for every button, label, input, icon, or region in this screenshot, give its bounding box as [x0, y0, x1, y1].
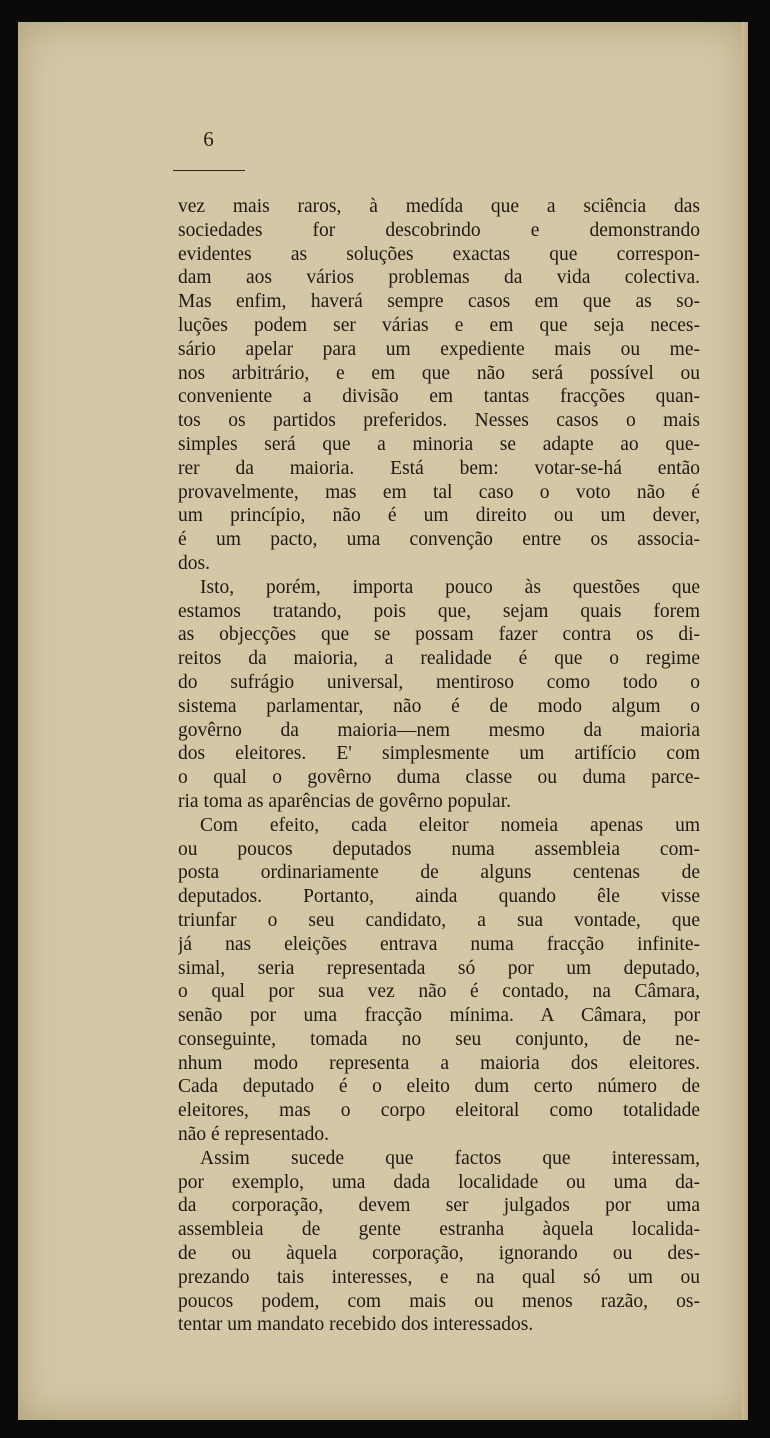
- text-line: não é representado.: [178, 1124, 330, 1146]
- text-line: dos.: [178, 552, 210, 574]
- text-line: conveniente a divisão em tantas fracções quan-: [178, 386, 700, 408]
- text-line: provavelmente, mas em tal caso o voto não é: [178, 481, 700, 503]
- text-line: é um pacto, uma convenção entre os associa-: [178, 529, 700, 551]
- text-line: um princípio, não é um direito ou um dever,: [178, 505, 700, 527]
- text-line: Com efeito, cada eleitor nomeia apenas um: [200, 814, 700, 836]
- text-line: o qual por sua vez não é contado, na Câmara,: [178, 981, 700, 1003]
- text-line: triunfar o seu candidato, a sua vontade, que: [178, 909, 700, 931]
- text-line: tentar um mandato recebido dos interessados.: [178, 1314, 534, 1336]
- text-line: ria toma as aparências de govêrno popular.: [178, 790, 511, 812]
- text-line: sistema parlamentar, não é de modo algum o: [178, 695, 700, 717]
- text-line: evidentes as soluções exactas que correspon-: [178, 243, 700, 265]
- text-line: o qual o govêrno duma classe ou duma parce-: [178, 767, 700, 789]
- text-line: já nas eleições entrava numa fracção infinite-: [178, 933, 700, 955]
- text-line: luções podem ser várias e em que seja neces-: [178, 314, 700, 336]
- text-line: Assim sucede que factos que interessam,: [200, 1147, 700, 1169]
- text-line: Isto, porém, importa pouco às questões que: [200, 576, 700, 598]
- page-number: 6: [203, 127, 215, 151]
- text-line: senão por uma fracção mínima. A Câmara, por: [178, 1005, 700, 1027]
- text-line: rer da maioria. Está bem: votar-se-há então: [178, 457, 700, 479]
- text-line: prezando tais interesses, e na qual só um ou: [178, 1266, 700, 1288]
- text-line: posta ordinariamente de alguns centenas de: [178, 862, 700, 884]
- text-line: simples será que a minoria se adapte ao que-: [178, 433, 700, 455]
- text-line: poucos podem, com mais ou menos razão, os-: [178, 1290, 700, 1312]
- text-line: deputados. Portanto, ainda quando êle visse: [178, 886, 700, 908]
- text-line: ou poucos deputados numa assembleia com-: [178, 838, 700, 860]
- text-line: assembleia de gente estranha àquela localida-: [178, 1219, 700, 1241]
- text-line: tos os partidos preferidos. Nesses casos o mais: [178, 410, 700, 432]
- text-line: do sufrágio universal, mentiroso como todo o: [178, 671, 700, 693]
- text-line: estamos tratando, pois que, sejam quais forem: [178, 600, 700, 622]
- page-edge: [742, 22, 748, 1420]
- text-line: as objecções que se possam fazer contra os di-: [178, 624, 700, 646]
- text-line: govêrno da maioria—nem mesmo da maioria: [178, 719, 700, 741]
- book-page: [18, 22, 748, 1420]
- text-line: eleitores, mas o corpo eleitoral como totalidade: [178, 1100, 700, 1122]
- text-line: vez mais raros, à medída que a sciência das: [178, 196, 700, 217]
- text-line: por exemplo, uma dada localidade ou uma da-: [178, 1171, 700, 1193]
- text-line: de ou àquela corporação, ignorando ou des-: [178, 1243, 700, 1265]
- text-line: nos arbitrário, e em que não será possível ou: [178, 362, 700, 384]
- text-line: dos eleitores. E' simplesmente um artifício com: [178, 743, 700, 765]
- body-text: [178, 195, 700, 1337]
- page-number-rule: [173, 170, 245, 171]
- text-line: nhum modo representa a maioria dos eleitores.: [178, 1052, 700, 1074]
- text-line: sário apelar para um expediente mais ou me-: [178, 338, 700, 360]
- text-line: reitos da maioria, a realidade é que o regime: [178, 648, 700, 670]
- text-line: dam aos vários problemas da vida colectiva.: [178, 267, 700, 289]
- text-line: Cada deputado é o eleito dum certo número de: [178, 1076, 700, 1098]
- text-line: sociedades for descobrindo e demonstrando: [178, 219, 700, 241]
- text-line: conseguinte, tomada no seu conjunto, de ne-: [178, 1028, 700, 1050]
- text-line: simal, seria representada só por um deputado,: [178, 957, 700, 979]
- text-line: Mas enfim, haverá sempre casos em que as so-: [178, 291, 700, 313]
- text-line: da corporação, devem ser julgados por uma: [178, 1195, 700, 1217]
